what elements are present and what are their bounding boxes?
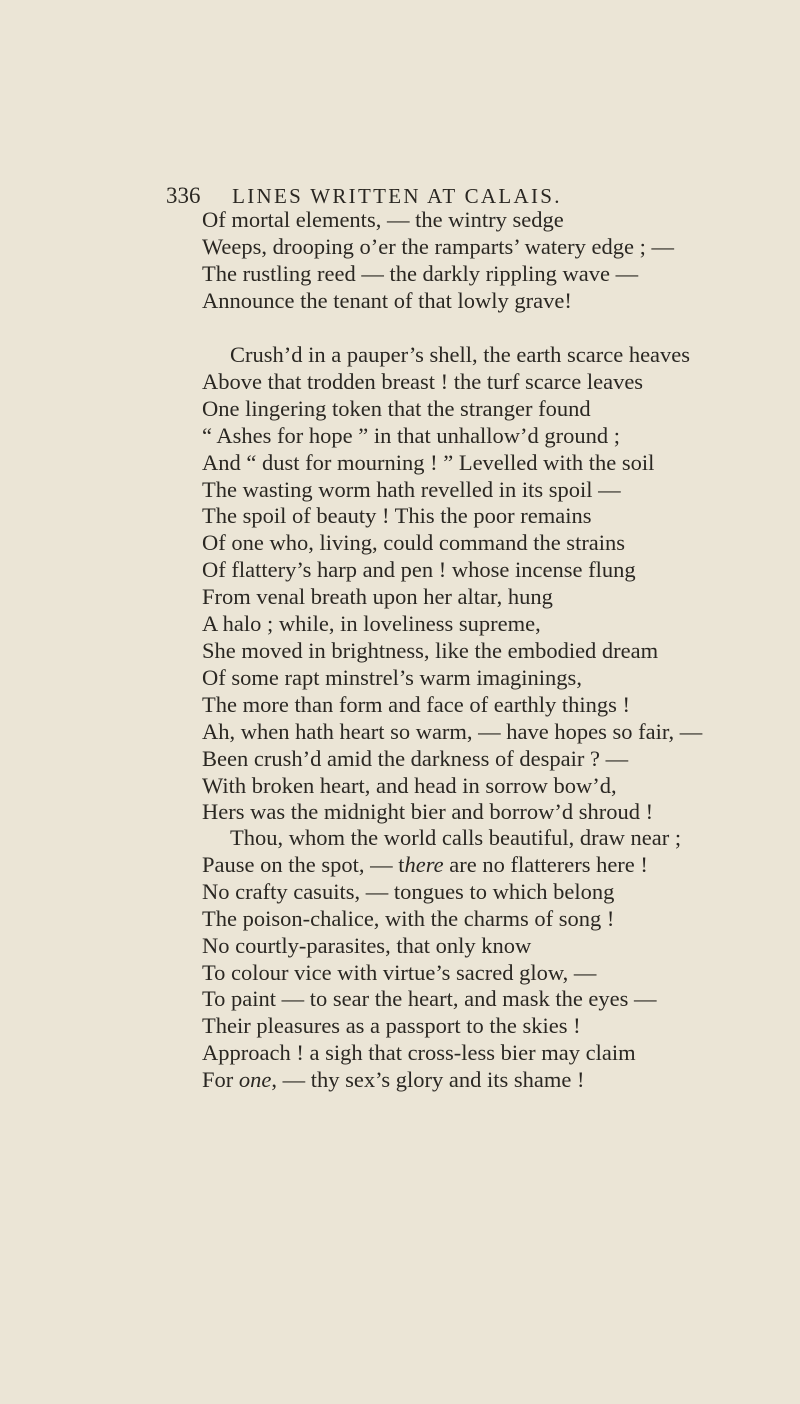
poem-line: The rustling reed — the darkly rippling wave — [202,260,639,286]
poem-line: To colour vice with virtue’s sacred glow, — [202,959,597,985]
poem-line: Above that trodden breast ! the turf scarce leaves [202,368,644,394]
poem-line: Weeps, drooping o’er the ramparts’ watery edge ; — [202,233,674,259]
poem-line: And “ dust for mourning ! ” Levelled with the soil [202,449,655,475]
poem-line: Thou, whom the world calls beautiful, draw near ; [230,825,682,850]
poem-line: Been crush’d amid the darkness of despair ? — [202,745,629,771]
stanza-1 [202,207,674,315]
poem-line: She moved in brightness, like the embodied dream [202,637,659,663]
poem-line: One lingering token that the stranger found [202,395,591,421]
poem-line: Pause on the spot, — there are no flatterers here ! [202,851,648,877]
poem-line: The more than form and face of earthly things ! [202,691,630,717]
stanza-2 [202,342,702,826]
poem-line: A halo ; while, in loveliness supreme, [202,611,541,637]
poem-line: “ Ashes for hope ” in that unhallow’d ground ; [202,422,621,448]
stanza-3 [202,825,681,1094]
poem-line: The spoil of beauty ! This the poor remains [202,503,592,529]
page-header [166,183,562,209]
poem-line: Crush’d in a pauper’s shell, the earth scarce heaves [230,342,691,367]
poem-line: For one, — thy sex’s glory and its shame ! [202,1067,585,1093]
poem-line: The wasting worm hath revelled in its spoil — [202,476,621,502]
poem-line: Approach ! a sigh that cross-less bier may claim [202,1040,636,1066]
poem-line: Announce the tenant of that lowly grave! [202,287,572,313]
poem-line: The poison-chalice, with the charms of song ! [202,905,615,931]
running-title: LINES WRITTEN AT CALAIS. [232,184,562,208]
poem-line: From venal breath upon her altar, hung [202,584,553,610]
poem-line: Hers was the midnight bier and borrow’d shroud ! [202,799,654,825]
poem-line: With broken heart, and head in sorrow bow’d, [202,772,617,798]
poem-line: No crafty casuits, — tongues to which belong [202,878,615,904]
page-number: 336 [166,183,201,208]
poem-line: To paint — to sear the heart, and mask the eyes — [202,986,657,1012]
poem-line: Ah, when hath heart so warm, — have hopes so fair, — [202,718,703,744]
poem-line: Of flattery’s harp and pen ! whose incense flung [202,557,636,583]
poem-line: Their pleasures as a passport to the skies ! [202,1013,581,1039]
poem-line: Of one who, living, could command the strains [202,530,626,556]
poem-line: Of some rapt minstrel’s warm imaginings, [202,664,582,690]
poem-line: No courtly-parasites, that only know [202,932,532,958]
poem-line: Of mortal elements, — the wintry sedge [202,207,564,232]
